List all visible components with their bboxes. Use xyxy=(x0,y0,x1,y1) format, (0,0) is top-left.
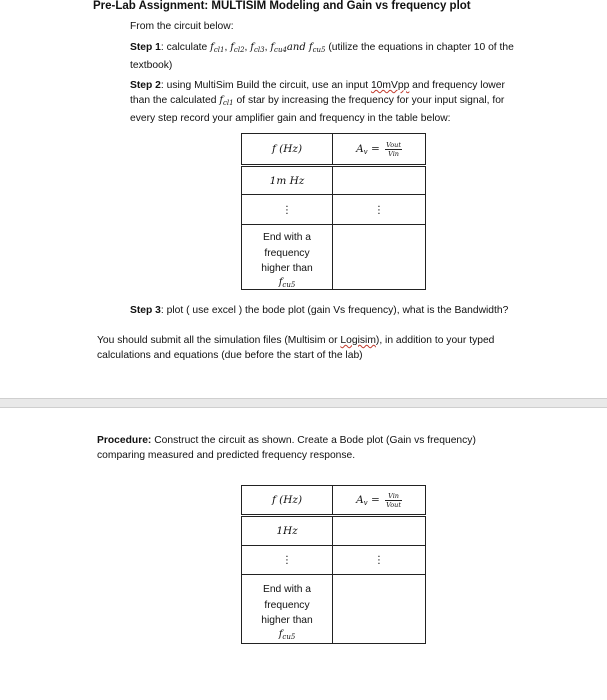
table2-cell-ellipsis-2: ⋮ xyxy=(333,546,426,575)
gain-table-2 xyxy=(241,485,426,644)
table2-header-frequency: f (Hz) xyxy=(242,486,333,516)
table1-cell-1m-hz: 1m Hz xyxy=(242,166,333,195)
step-3: Step 3: plot ( use excel ) the bode plot (gain Vs frequency), what is the Bandwidth? xyxy=(130,305,509,316)
table2-cell-empty-1[interactable] xyxy=(333,516,426,546)
vpp-value: 10mVpp xyxy=(370,80,410,91)
gain-fraction-1: $\frac{\text{Vout}}{\text{Vin}}$ xyxy=(386,140,401,158)
intro-text: From the circuit below: xyxy=(130,21,234,32)
f-cl1-ref: $f_{cl1}$ xyxy=(219,95,234,107)
page-divider xyxy=(0,398,607,408)
procedure-label: Procedure: xyxy=(97,435,152,446)
table1-cell-ellipsis: ⋮ xyxy=(242,195,333,225)
f-cl3: $f_{cl3}$ xyxy=(250,42,265,54)
page-title: Pre-Lab Assignment: MULTISIM Modeling and Gain vs frequency plot xyxy=(93,0,471,12)
f-cu4: $f_{cu4}and$ xyxy=(270,42,309,54)
table1-cell-empty-2[interactable] xyxy=(333,225,426,290)
table1-cell-ellipsis-2: ⋮ xyxy=(333,195,426,225)
f-cl2: $f_{cl2}$ xyxy=(230,42,245,54)
table1-cell-end: End with a frequency higher than $f_{cu5}$ xyxy=(242,225,333,290)
gain-fraction-2: $\frac{\text{Vin}}{\text{Vout}}$ xyxy=(386,491,401,509)
f-cu5: $f_{cu5}$ xyxy=(308,42,326,54)
table2-cell-ellipsis: ⋮ xyxy=(242,546,333,575)
step-2-label: Step 2 xyxy=(130,80,161,91)
step-1: Step 1: calculate $f_{cl1}$, $f_{cl2}$, $f_{cl3}$, $f_{cu4}and$ $f_{cu5}$ (utilize the equations in chapter 10 of the textbook) xyxy=(130,42,514,71)
table2-cell-1hz: 1Hz xyxy=(242,516,333,546)
f-cl1: $f_{cl1}$ xyxy=(210,42,225,54)
table2-cell-empty-2[interactable] xyxy=(333,575,426,644)
step-1-label: Step 1 xyxy=(130,42,161,53)
page-2 xyxy=(0,408,607,700)
table1-header-frequency: f (Hz) xyxy=(242,134,333,166)
table2-header-gain: $A_v$ = $\frac{\text{Vin}}{\text{Vout}}$ xyxy=(333,486,426,516)
step-2: Step 2: using MultiSim Build the circuit, use an input 10mVpp and frequency lower than the calculated $f_{cl1}$ of star by increasing the frequency for your input signal, for every step record your amplifier gain and frequency in the table below: xyxy=(130,80,505,124)
logisim-word: Logisim xyxy=(340,335,376,346)
step-3-label: Step 3 xyxy=(130,305,161,316)
submission-note: You should submit all the simulation files (Multisim or Logisim), in addition to your typed calculations and equations (due before the start of the lab) xyxy=(97,335,495,361)
gain-table-1 xyxy=(241,133,426,290)
table1-cell-empty-1[interactable] xyxy=(333,166,426,195)
table1-header-gain: $A_v$ = $\frac{\text{Vout}}{\text{Vin}}$ xyxy=(333,134,426,166)
table2-cell-end: End with a frequency higher than $f_{cu5}$ xyxy=(242,575,333,644)
procedure-text: Procedure: Construct the circuit as shown. Create a Bode plot (Gain vs frequency) comparing measured and predicted frequency response. xyxy=(97,435,476,461)
